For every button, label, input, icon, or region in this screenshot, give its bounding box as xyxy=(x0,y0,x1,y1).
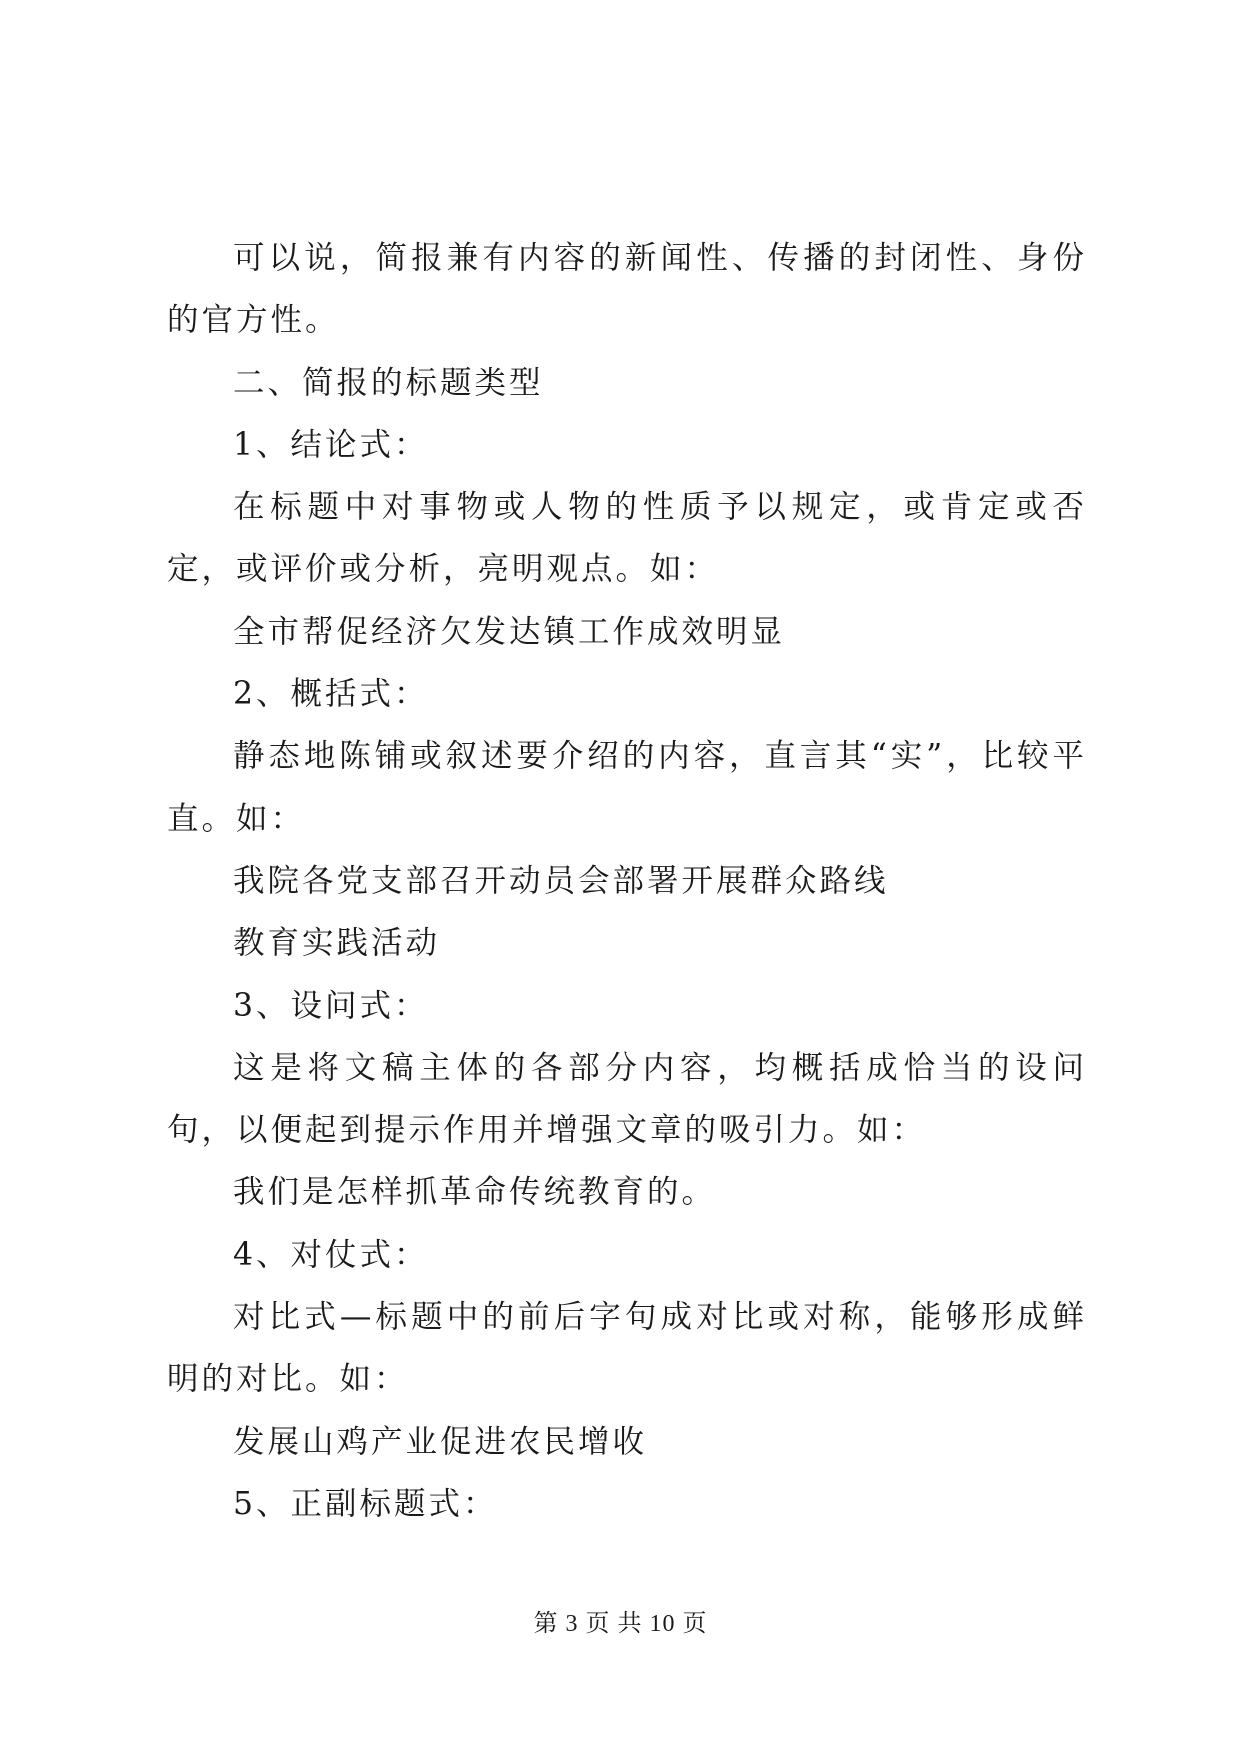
subheading-main-subtitle: 5、正副标题式： xyxy=(233,1485,498,1522)
section-heading: 二、简报的标题类型 xyxy=(233,364,544,401)
subheading-conclusion: 1、结论式： xyxy=(233,426,429,463)
subheading-antithesis: 4、对仗式： xyxy=(233,1236,429,1273)
paragraph-summary-desc: 静态地陈铺或叙述要介绍的内容，直言其“实”，比较平直。如： xyxy=(167,738,1087,837)
subheading-summary: 2、概括式： xyxy=(233,676,429,713)
example-summary-line1: 我院各党支部召开动员会部署开展群众路线 xyxy=(233,862,889,899)
example-question: 我们是怎样抓革命传统教育的。 xyxy=(233,1174,717,1211)
paragraph-conclusion-desc: 在标题中对事物或人物的性质予以规定，或肯定或否定，或评价或分析，亮明观点。如： xyxy=(167,489,1087,588)
paragraph-question-desc: 这是将文稿主体的各部分内容，均概括成恰当的设问句，以便起到提示作用并增强文章的吸引力。如： xyxy=(167,1049,1087,1149)
document-body xyxy=(167,227,1087,1535)
example-antithesis: 发展山鸡产业促进农民增收 xyxy=(233,1423,648,1460)
subheading-question: 3、设问式： xyxy=(233,987,429,1024)
paragraph-antithesis-desc: 对比式—标题中的前后字句成对比或对称，能够形成鲜明的对比。如： xyxy=(167,1299,1087,1398)
example-summary-line2: 教育实践活动 xyxy=(233,925,441,962)
paragraph-conclusion-intro: 可以说，简报兼有内容的新闻性、传播的封闭性、身份的官方性。 xyxy=(167,240,1087,339)
example-conclusion: 全市帮促经济欠发达镇工作成效明显 xyxy=(233,613,786,650)
page-number-footer: 第 3 页 共 10 页 xyxy=(533,1611,708,1637)
